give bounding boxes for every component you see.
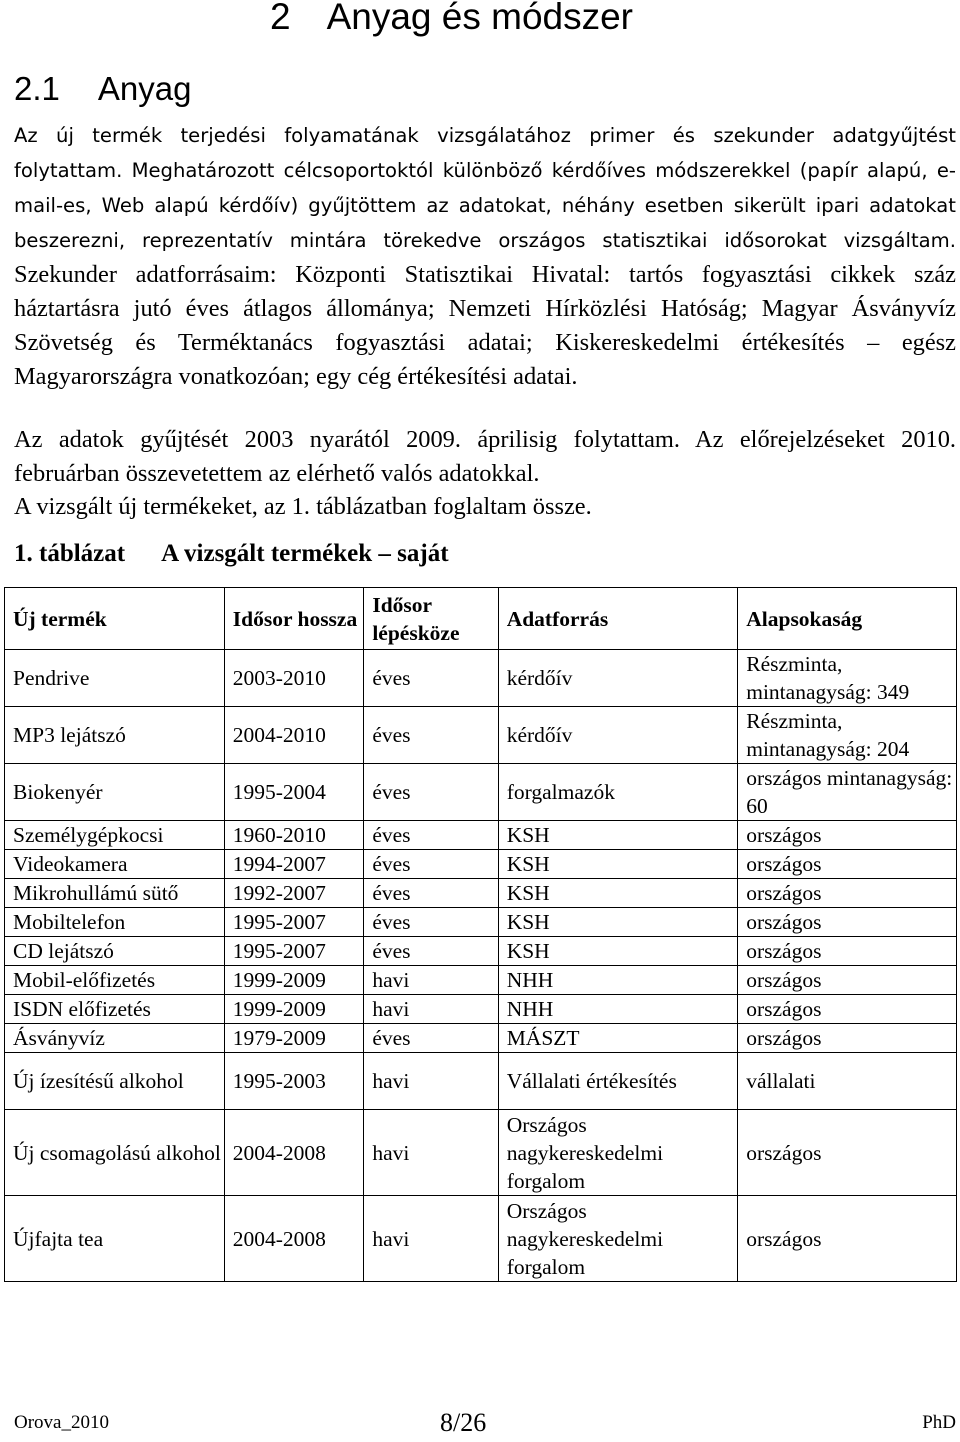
period-text: Az adatok gyűjtését 2003 nyarától 2009. áprilisig folytattam. Az előrejelzéseket 2010. februárban összevetettem az elérhető valós adatokkal. xyxy=(14,426,956,487)
table-cell: 2003-2010 xyxy=(224,650,364,707)
table-cell: éves xyxy=(364,908,498,937)
table-cell: NHH xyxy=(498,995,738,1024)
table-cell: éves xyxy=(364,650,498,707)
table-row xyxy=(5,1053,957,1110)
table-cell: Részminta, mintanagyság: 204 xyxy=(738,707,957,764)
table-cell: Országos nagykereskedelmi forgalom xyxy=(498,1110,738,1196)
section-heading xyxy=(14,70,191,108)
table-cell: 1995-2003 xyxy=(224,1053,364,1110)
table-row xyxy=(5,879,957,908)
page-number: 8/26 xyxy=(440,1408,487,1437)
table-cell: éves xyxy=(364,764,498,821)
table-row xyxy=(5,1024,957,1053)
table-cell: Új ízesítésű alkohol xyxy=(5,1053,225,1110)
table-row xyxy=(5,764,957,821)
table-cell: NHH xyxy=(498,966,738,995)
table-cell: Személygépkocsi xyxy=(5,821,225,850)
table-cell: 2004-2008 xyxy=(224,1196,364,1282)
table-cell: kérdőív xyxy=(498,707,738,764)
table-row xyxy=(5,1196,957,1282)
table-cell: országos xyxy=(738,1110,957,1196)
table-cell: éves xyxy=(364,879,498,908)
table-cell: Ásványvíz xyxy=(5,1024,225,1053)
table-cell: országos mintanagyság: 60 xyxy=(738,764,957,821)
table-cell: ISDN előfizetés xyxy=(5,995,225,1024)
products-table xyxy=(4,587,957,1282)
table-cell: MÁSZT xyxy=(498,1024,738,1053)
intro-paragraph xyxy=(14,118,956,394)
table-cell: országos xyxy=(738,1196,957,1282)
table-row xyxy=(5,821,957,850)
table-cell: Részminta, mintanagyság: 349 xyxy=(738,650,957,707)
table-cell: kérdőív xyxy=(498,650,738,707)
period-paragraph xyxy=(14,423,956,491)
table-cell: országos xyxy=(738,937,957,966)
table-cell: KSH xyxy=(498,879,738,908)
chapter-title: Anyag és módszer xyxy=(326,0,634,37)
table-row xyxy=(5,966,957,995)
table-cell: Mikrohullámú sütő xyxy=(5,879,225,908)
table-cell: Vállalati értékesítés xyxy=(498,1053,738,1110)
table-cell: 1992-2007 xyxy=(224,879,364,908)
table-cell: havi xyxy=(364,1196,498,1282)
table-row xyxy=(5,908,957,937)
table-cell: havi xyxy=(364,1110,498,1196)
table-cell: országos xyxy=(738,1024,957,1053)
table-cell: KSH xyxy=(498,850,738,879)
table-cell: vállalati xyxy=(738,1053,957,1110)
table-cell: KSH xyxy=(498,908,738,937)
intro-text-part2: Szekunder adatforrásaim: Központi Statisztikai Hivatal: tartós fogyasztási cikkek száz háztartásra jutó éves átlagos állománya; Nemzeti Hírközlési Hatóság; Magyar Ásványvíz Szövetség és Terméktanács fogyasztási adatai; Kiskereskedelmi értékesítés – egész Magyarországra vonatkozóan; egy cég értékesítési adatai. xyxy=(14,261,956,390)
table-cell: 1960-2010 xyxy=(224,821,364,850)
table-row xyxy=(5,650,957,707)
table-cell: országos xyxy=(738,821,957,850)
table-cell: Videokamera xyxy=(5,850,225,879)
table-cell: országos xyxy=(738,908,957,937)
table-cell: 2004-2008 xyxy=(224,1110,364,1196)
chapter-number: 2 xyxy=(270,0,291,37)
table-caption-number: 1. táblázat xyxy=(14,540,126,567)
table-cell: 1995-2007 xyxy=(224,937,364,966)
table-row xyxy=(5,707,957,764)
table-cell: Biokenyér xyxy=(5,764,225,821)
table-cell: 1999-2009 xyxy=(224,966,364,995)
section-number: 2.1 xyxy=(14,70,60,107)
table-cell: Pendrive xyxy=(5,650,225,707)
table-cell: CD lejátszó xyxy=(5,937,225,966)
table-cell: havi xyxy=(364,1053,498,1110)
table-cell: éves xyxy=(364,707,498,764)
table-row xyxy=(5,850,957,879)
table-cell: KSH xyxy=(498,821,738,850)
table-cell: Országos nagykereskedelmi forgalom xyxy=(498,1196,738,1282)
table-caption-title: A vizsgált termékek – saját xyxy=(161,540,449,567)
section-title: Anyag xyxy=(97,70,192,107)
table-cell: Újfajta tea xyxy=(5,1196,225,1282)
table-cell: éves xyxy=(364,850,498,879)
table-cell: éves xyxy=(364,821,498,850)
table-cell: 2004-2010 xyxy=(224,707,364,764)
table-caption xyxy=(14,540,449,568)
intro-text-part1: Az új termék terjedési folyamatának vizsgálatához primer és szekunder adatgyűjtést folytattam. Meghatározott célcsoportoktól különböző kérdőíves módszerekkel (papír alapú, e-mail-es, Web alapú kérdőív) gyűjtöttem az adatokat, néhány esetben sikerült ipari adatokat beszerezni, reprezentatív mintára törekedve országos statisztikai idősorokat vizsgáltam. xyxy=(14,124,956,252)
table-cell: 1999-2009 xyxy=(224,995,364,1024)
table-cell: éves xyxy=(364,937,498,966)
chapter-heading xyxy=(270,0,633,38)
table-cell: országos xyxy=(738,850,957,879)
footer-degree: PhD xyxy=(922,1412,956,1433)
summary-text: A vizsgált új termékeket, az 1. táblázatban foglaltam össze. xyxy=(14,493,592,520)
table-cell: 1995-2007 xyxy=(224,908,364,937)
summary-paragraph xyxy=(14,490,956,524)
table-cell: MP3 lejátszó xyxy=(5,707,225,764)
table-cell: 1979-2009 xyxy=(224,1024,364,1053)
table-cell: KSH xyxy=(498,937,738,966)
table-cell: 1994-2007 xyxy=(224,850,364,879)
table-cell: országos xyxy=(738,995,957,1024)
table-cell: éves xyxy=(364,1024,498,1053)
header-cell: Adatforrás xyxy=(498,588,738,650)
header-cell: Új termék xyxy=(5,588,225,650)
table-cell: 1995-2004 xyxy=(224,764,364,821)
table-cell: Mobiltelefon xyxy=(5,908,225,937)
table-cell: havi xyxy=(364,966,498,995)
table-cell: országos xyxy=(738,879,957,908)
header-cell: Alapsokaság xyxy=(738,588,957,650)
table-cell: Új csomagolású alkohol xyxy=(5,1110,225,1196)
table-cell: Mobil-előfizetés xyxy=(5,966,225,995)
header-cell: Idősor lépésköze xyxy=(364,588,498,650)
table-row xyxy=(5,937,957,966)
table-cell: havi xyxy=(364,995,498,1024)
table-cell: országos xyxy=(738,966,957,995)
table-cell: forgalmazók xyxy=(498,764,738,821)
table-body xyxy=(5,650,957,1282)
table-header-row xyxy=(5,588,957,650)
table-row xyxy=(5,1110,957,1196)
footer-author: Orova_2010 xyxy=(14,1412,109,1433)
table-row xyxy=(5,995,957,1024)
header-cell: Idősor hossza xyxy=(224,588,364,650)
